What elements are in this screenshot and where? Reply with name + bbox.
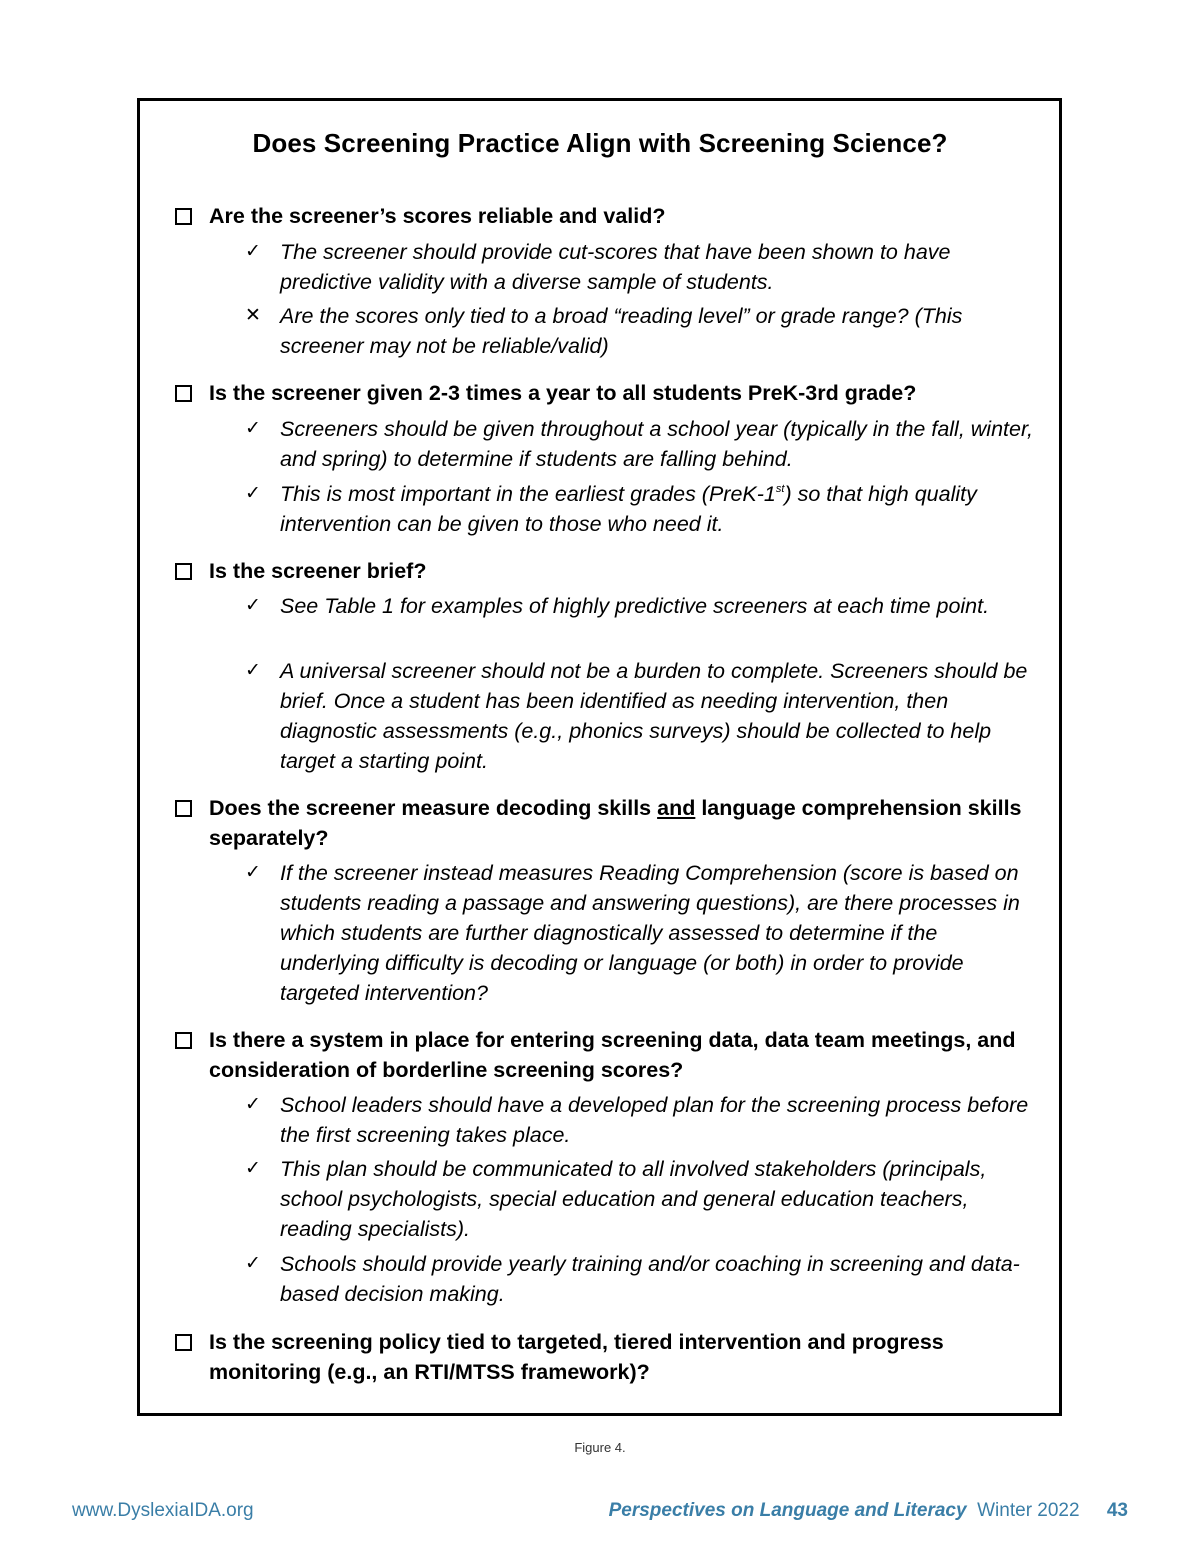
- item-text: School leaders should have a developed plan for the screening process before the first screening takes place.: [280, 1093, 1029, 1147]
- item-text: If the screener instead measures Reading Comprehension (score is based on students reading a passage and answering questions), are there processes in which students are further diagnostically assessed to determine if the underlying difficulty is decoding or language (or both) in order to provide targeted intervention?: [280, 861, 1020, 1005]
- checkmark-icon: ✓: [245, 483, 261, 504]
- checkbox-icon: [175, 1032, 192, 1049]
- checklist-item: [245, 479, 1035, 539]
- checkmark-icon: ✓: [245, 1094, 261, 1115]
- question-text: Is the screener brief?: [209, 559, 427, 583]
- checkmark-icon: ✓: [245, 241, 261, 262]
- item-text: Schools should provide yearly training and/or coaching in screening and data-based decision making.: [280, 1252, 1020, 1306]
- page-number: 43: [1106, 1500, 1128, 1521]
- checkbox-icon: [175, 1334, 192, 1351]
- checklist-item: [245, 591, 1035, 621]
- item-text: The screener should provide cut-scores that have been shown to have predictive validity with a diverse sample of students.: [280, 240, 951, 294]
- checkbox-icon: [175, 385, 192, 402]
- checklist-item: [245, 1249, 1035, 1309]
- checklist-question: [175, 1327, 1035, 1387]
- cross-icon: ✕: [245, 305, 261, 326]
- checklist-question: [175, 201, 1035, 231]
- checkmark-icon: ✓: [245, 1158, 261, 1179]
- issue-label: Winter 2022: [977, 1500, 1080, 1521]
- item-text: See Table 1 for examples of highly predictive screeners at each time point.: [280, 594, 990, 618]
- checkmark-icon: ✓: [245, 660, 261, 681]
- question-text: Is there a system in place for entering screening data, data team meetings, and consideration of borderline screening scores?: [209, 1028, 1016, 1082]
- figure-title: Does Screening Practice Align with Screening Science?: [252, 128, 948, 158]
- item-text: Screeners should be given throughout a school year (typically in the fall, winter, and spring) to determine if students are falling behind.: [280, 417, 1033, 471]
- checkmark-icon: ✓: [245, 1253, 261, 1274]
- checklist-question: [175, 378, 1035, 408]
- superscript: st: [775, 483, 785, 495]
- checkmark-icon: ✓: [245, 595, 261, 616]
- question-text: Does the screener measure decoding skills and language comprehension skills separately?: [209, 796, 1022, 850]
- underlined-word: and: [657, 796, 696, 820]
- checklist-item: [245, 858, 1035, 1008]
- checklist-question: [175, 556, 1035, 586]
- checkbox-icon: [175, 208, 192, 225]
- footer-citation: [609, 1500, 1128, 1522]
- item-text: A universal screener should not be a burden to complete. Screeners should be brief. Once a student has been identified as needing intervention, then diagnostic assessments (e.g., phonics surveys) should be collected to help target a starting point.: [280, 659, 1028, 773]
- question-text: Is the screening policy tied to targeted, tiered intervention and progress monitoring (e.g., an RTI/MTSS framework)?: [209, 1330, 944, 1384]
- item-text: This plan should be communicated to all involved stakeholders (principals, school psychologists, special education and general education teachers, reading specialists).: [280, 1157, 987, 1241]
- question-text: Are the screener’s scores reliable and valid?: [209, 204, 666, 228]
- checklist-item: [245, 1154, 1035, 1244]
- checklist-item: [245, 301, 1035, 361]
- checkbox-icon: [175, 800, 192, 817]
- website-link[interactable]: www.DyslexiaIDA.org: [72, 1500, 254, 1521]
- checkbox-icon: [175, 563, 192, 580]
- question-text: Is the screener given 2-3 times a year to all students PreK-3rd grade?: [209, 381, 917, 405]
- checklist-item: [245, 414, 1035, 474]
- checkmark-icon: ✓: [245, 418, 261, 439]
- checklist-item: [245, 1090, 1035, 1150]
- item-text: This is most important in the earliest grades (PreK-1st) so that high quality intervention can be given to those who need it.: [280, 482, 977, 536]
- checklist-item: [245, 656, 1035, 776]
- item-text: Are the scores only tied to a broad “reading level” or grade range? (This screener may not be reliable/valid): [280, 304, 963, 358]
- checklist-item: [245, 237, 1035, 297]
- checklist-question: [175, 1025, 1035, 1085]
- checklist-question: [175, 793, 1035, 853]
- figure-caption: Figure 4.: [574, 1440, 626, 1455]
- journal-title: Perspectives on Language and Literacy: [608, 1500, 967, 1521]
- checkmark-icon: ✓: [245, 862, 261, 883]
